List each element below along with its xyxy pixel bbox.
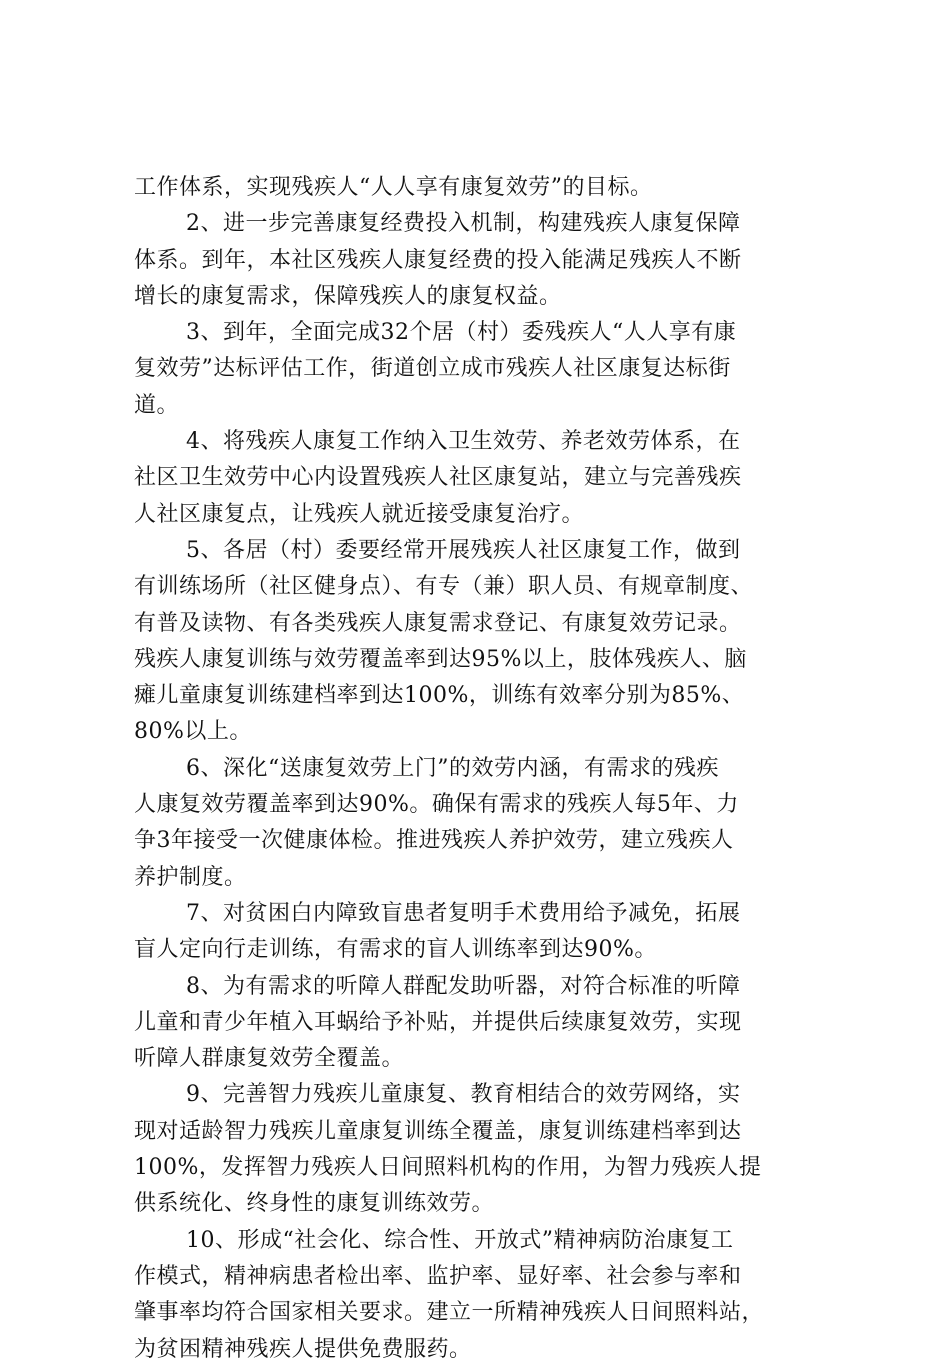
text-line: 社区卫生效劳中心内设置残疾人社区康复站，建立与完善残疾 bbox=[134, 465, 742, 491]
text-line: 道。 bbox=[134, 392, 180, 418]
text-line: 10、形成“社会化、综合性、开放式”精神病防治康复工 bbox=[186, 1227, 734, 1253]
text-line: 工作体系，实现残疾人“人人享有康复效劳”的目标。 bbox=[134, 175, 653, 200]
text-line: 争3年接受一次健康体检。推进残疾人养护效劳，建立残疾人 bbox=[134, 828, 734, 854]
text-line: 体系。到年，本社区残疾人康复经费的投入能满足残疾人不断 bbox=[134, 247, 742, 273]
text-line: 5、各居（村）委要经常开展残疾人社区康复工作，做到 bbox=[186, 537, 741, 563]
text-line: 8、为有需求的听障人群配发助听器，对符合标准的听障 bbox=[186, 973, 741, 999]
text-line: 瘫儿童康复训练建档率到达100%，训练有效率分别为85%、 bbox=[134, 683, 745, 709]
text-line: 有训练场所（社区健身点）、有专（兼）职人员、有规章制度、 bbox=[134, 574, 754, 600]
text-line: 供系统化、终身性的康复训练效劳。 bbox=[134, 1191, 495, 1217]
text-line: 养护制度。 bbox=[134, 864, 247, 890]
text-line: 人社区康复点，让残疾人就近接受康复治疗。 bbox=[134, 501, 585, 527]
text-line: 残疾人康复训练与效劳覆盖率到达95%以上，肢体残疾人、脑 bbox=[134, 646, 747, 672]
text-line: 9、完善智力残疾儿童康复、教育相结合的效劳网络，实 bbox=[186, 1082, 741, 1108]
text-line: 100%，发挥智力残疾人日间照料机构的作用，为智力残疾人提 bbox=[134, 1155, 762, 1181]
text-line: 3、到年，全面完成32个居（村）委残疾人“人人享有康 bbox=[186, 320, 737, 346]
text-line: 4、将残疾人康复工作纳入卫生效劳、养老效劳体系，在 bbox=[186, 429, 741, 455]
text-line: 80%以上。 bbox=[134, 719, 252, 745]
text-line: 复效劳”达标评估工作，街道创立成市残疾人社区康复达标街 bbox=[134, 356, 731, 382]
text-line: 2、进一步完善康复经费投入机制，构建残疾人康复保障 bbox=[186, 211, 741, 237]
text-line: 增长的康复需求，保障残疾人的康复权益。 bbox=[134, 283, 562, 309]
document-body bbox=[134, 170, 824, 1368]
text-line: 人康复效劳覆盖率到达90%。确保有需求的残疾人每5年、力 bbox=[134, 792, 739, 818]
text-line: 7、对贫困白内障致盲患者复明手术费用给予减免，拓展 bbox=[186, 900, 741, 926]
text-line: 盲人定向行走训练，有需求的盲人训练率到达90%。 bbox=[134, 937, 657, 963]
text-line: 作模式，精神病患者检出率、监护率、显好率、社会参与率和 bbox=[134, 1263, 742, 1289]
text-line: 儿童和青少年植入耳蜗给予补贴，并提供后续康复效劳，实现 bbox=[134, 1009, 742, 1035]
text-line: 6、深化“送康复效劳上门”的效劳内涵，有需求的残疾 bbox=[186, 755, 719, 781]
text-line: 有普及读物、有各类残疾人康复需求登记、有康复效劳记录。 bbox=[134, 610, 742, 636]
text-line: 现对适龄智力残疾儿童康复训练全覆盖，康复训练建档率到达 bbox=[134, 1118, 742, 1144]
text-line: 为贫困精神残疾人提供免费服药。 bbox=[134, 1336, 472, 1362]
text-line: 听障人群康复效劳全覆盖。 bbox=[134, 1046, 405, 1072]
text-line: 肇事率均符合国家相关要求。建立一所精神残疾人日间照料站， bbox=[134, 1300, 765, 1326]
